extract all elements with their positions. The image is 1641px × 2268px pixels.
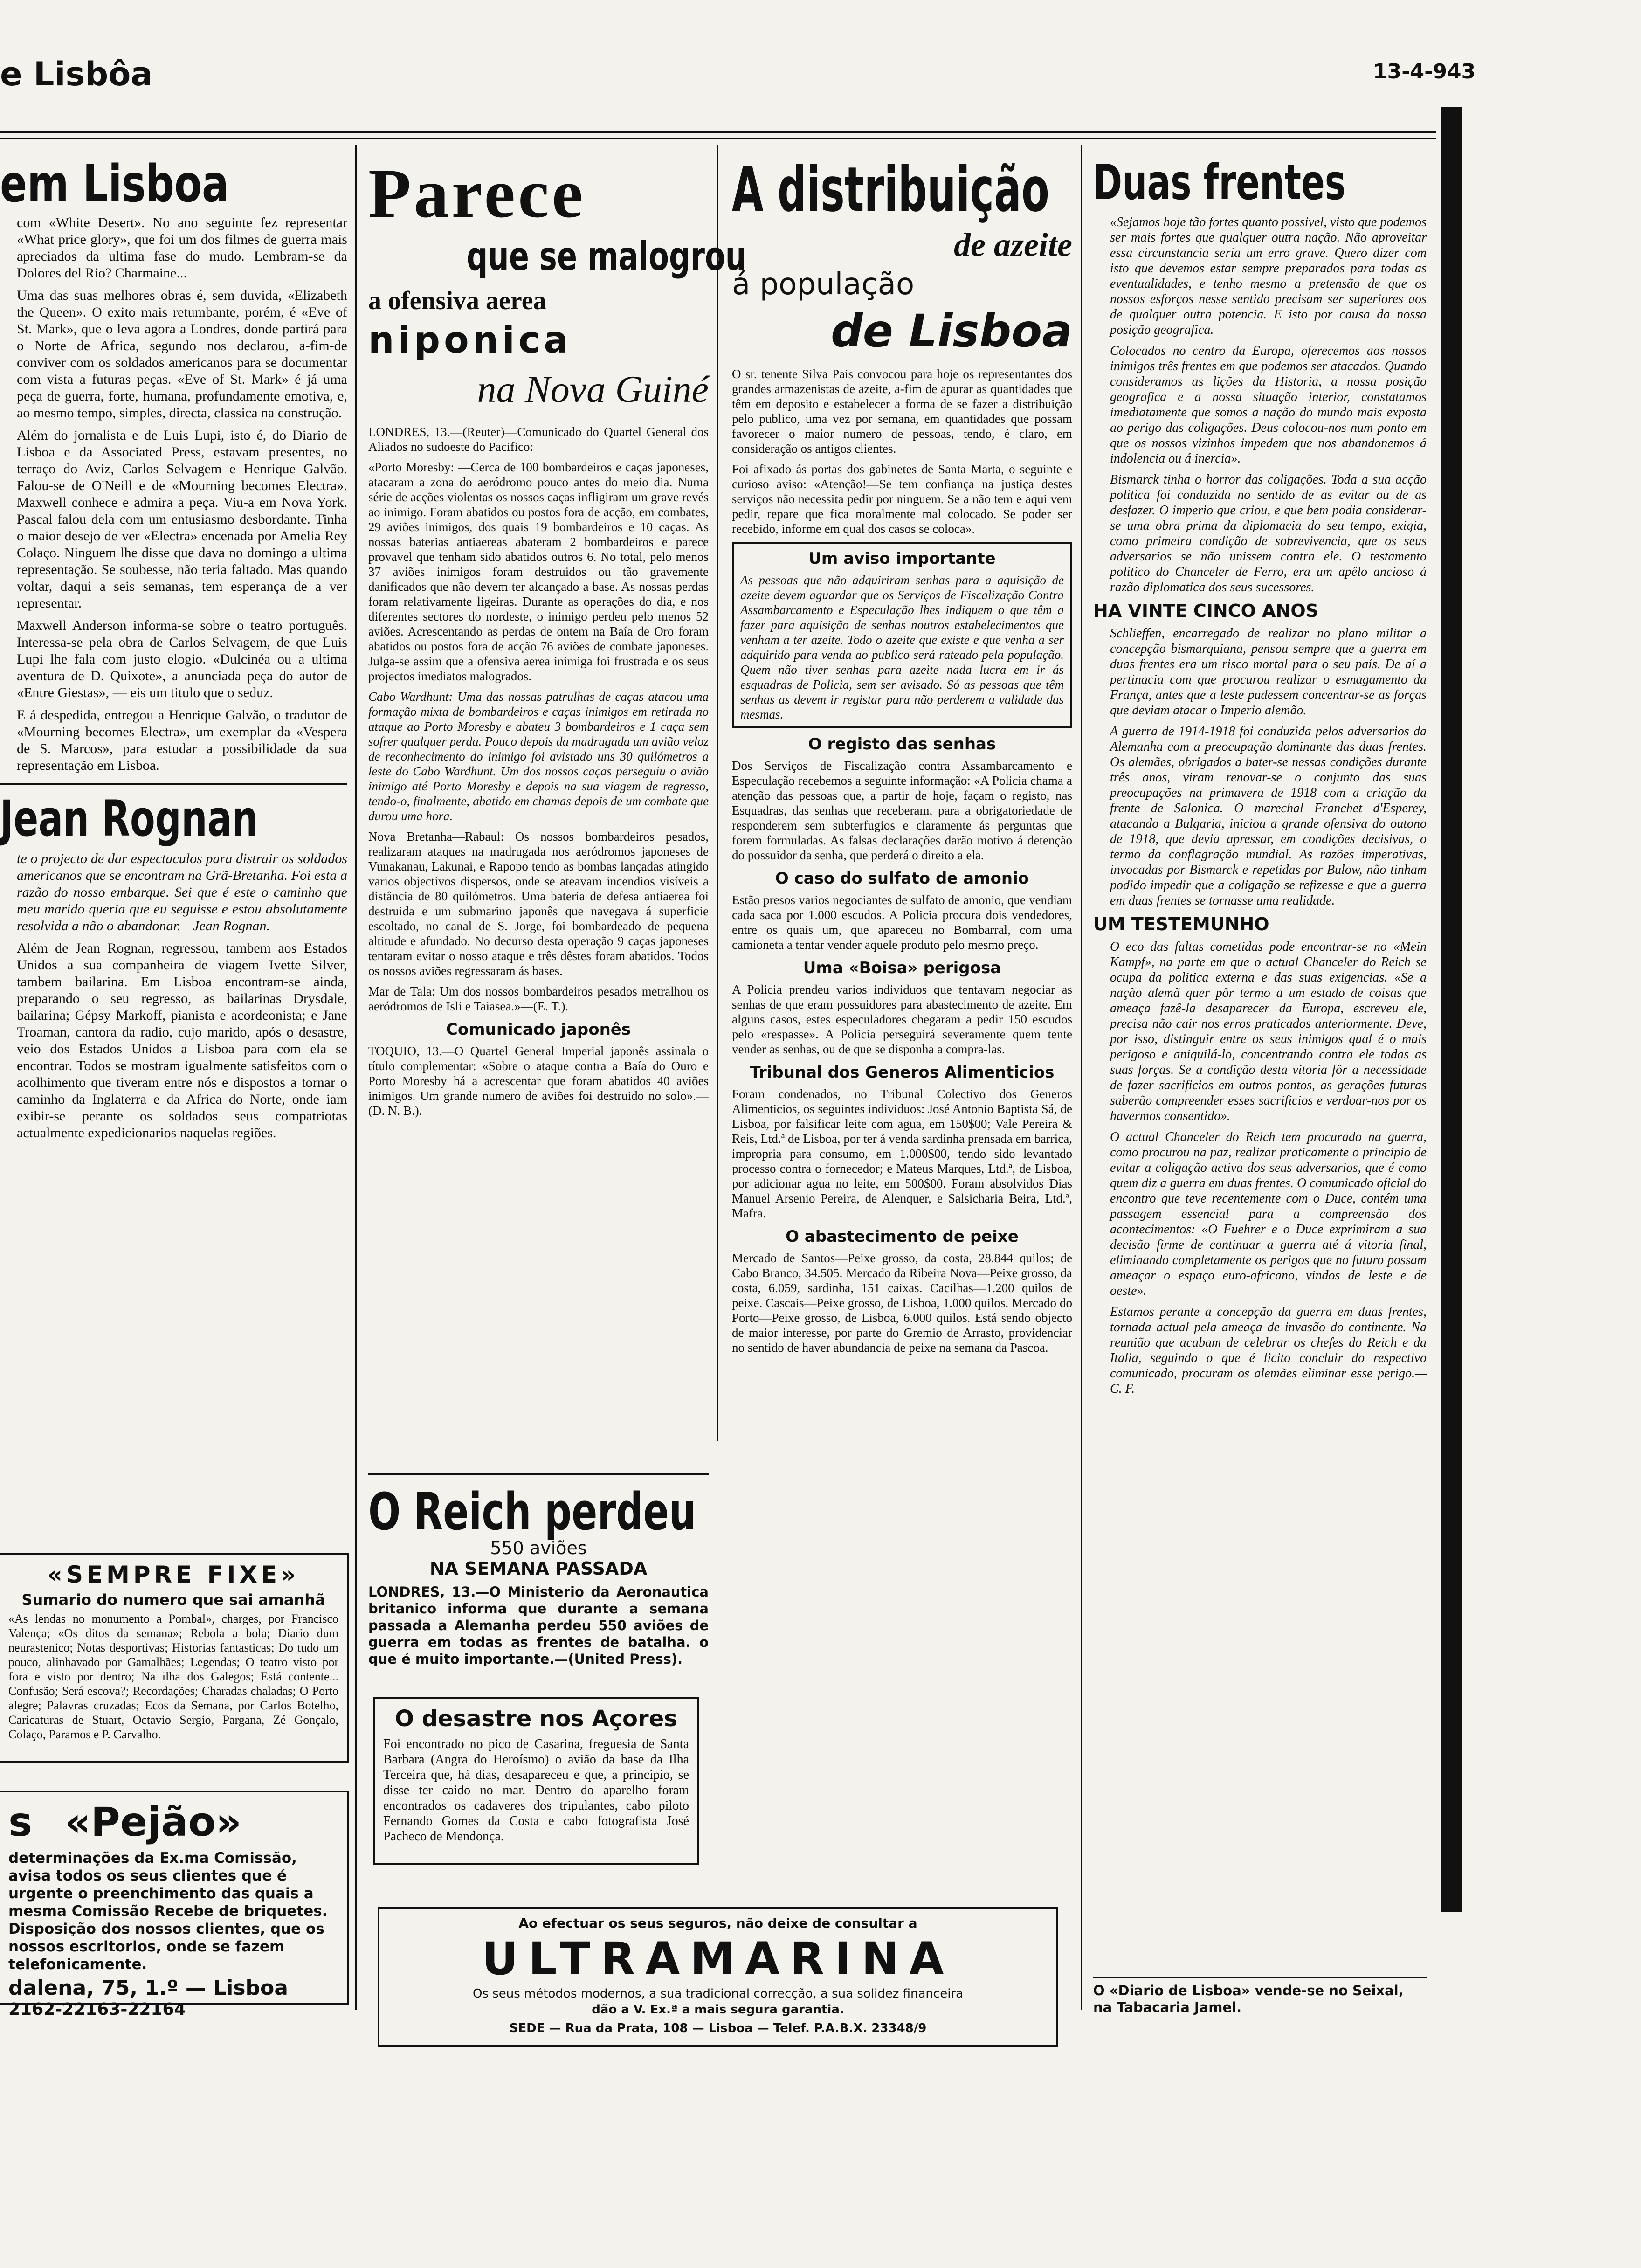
article-paragraph: Maxwell Anderson informa-se sobre o teatro português. Interessa-se pela obra de Carlos Selvagem, de que Luis Lupi lhe fala com justo elogio. «Dulcinéa ou a ultima aventura de D. Quixote», a anunciada peça do autor de «Entre Giestas», — eis um titulo que o seduz.: [17, 618, 347, 700]
section-title: O registo das senhas: [808, 735, 996, 754]
headline-jean-rognan: Jean Rognan: [0, 783, 347, 850]
rognan-quote: te o projecto de dar espectaculos para distrair os soldados americanos que se encontram na Grã-Bretanha. Foi esta a razão do nosso embarque. Sei que é este o caminho que meu marido queria que eu seguisse e estou absolutamente resolvida a não o abandonar.—Jean Rognan.: [17, 851, 347, 933]
pejao-text: determinações da Ex.ma Comissão, avisa todos os seus clientes que é urgente o preenchimento das quais a mesma Comissão Recebe de briquetes. Disposição dos nossos clientes, que os nossos escritorios, onde se fazem telefonicamente.: [8, 1850, 328, 1973]
ultramarina-address: SEDE — Rua da Prata, 108 — Lisboa — Telef. P.A.B.X. 23348/9: [509, 2021, 927, 2035]
headline-de-lisboa: de Lisboa: [831, 305, 1072, 357]
headline-niponica: niponica: [368, 319, 572, 361]
seixal-notice: O «Diario de Lisboa» vende-se no Seixal, na Tabacaria Jamel.: [1093, 1977, 1427, 2016]
masthead-rule-thin: [0, 138, 1436, 139]
sempre-fixe-text: «As lendas no monumento a Pombal», charges, por Francisco Valença; «Os ditos da semana»; Rebola a bola; Diario dum neurastenico; Notas desportivas; Historias fantasticas; Do tudo um pouco, alinhavado por Gamalhães; Legendas; O teatro visto por fora e visto por dentro; Na ilha dos Galegos; Está contente... Confusão; Será escova?; Recordações; Charadas chaladas; O Porto alegre; Palavras cruzadas; Ecos da Semana, por Carlos Botelho, Caricaturas de Stuart, Octavio Sergio, Pargana, Zé Gonçalo, Colaço, Paramos e P. Carvalho.: [8, 1612, 338, 1741]
article-paragraph: A guerra de 1914-1918 foi conduzida pelos adversarios da Alemanha com a preocupação dominante das duas frentes. Os alemães, obrigados a bater-se nessas condições durante três anos, viram renovar-se o conjunto das suas preocupações na primavera de 1918 com a criação da frente de Salonica. O marechal Franchet d'Esperey, atacando a Bulgaria, iniciou a grande ofensiva do outono de 1918, que devia apressar, em condições decisivas, o termo da conflagração mundial. As razões imperativas, invocadas por Bismarck e repetidas por Bulow, não tinham podido impedir que a coligação se refizesse e que a guerra em duas frentes se tornasse uma realidade.: [1110, 724, 1427, 908]
subheading: HA VINTE CINCO ANOS: [1093, 601, 1319, 621]
pejao-title: s «Pejão»: [8, 1799, 242, 1846]
article-paragraph: Além de Jean Rognan, regressou, tambem aos Estados Unidos a sua companheira de viagem Ivette Silver, tambem bailarina. Em Lisboa encontram-se ainda, preparando o seu regresso, as bailarinas Drysdale, bailarina; Gépsy Markoff, pianista e acordeonista; e Jane Troaman, cantora da radio, cujo marido, após o desastre, veio dos Estados Unidos a Lisboa para com ela se encontrar. Todos se mostram igualmente satisfeitos com o acolhimento que tiveram entre nós e dispostos a tornar o caminho da Inglaterra e da Africa do Norte, onde iam exibir-se perante os soldados seus compatriotas actualmente expedicionarios naquelas regiões.: [17, 940, 347, 1141]
headline-em-lisboa: em Lisboa: [0, 154, 229, 214]
section-title: O abastecimento de peixe: [786, 1227, 1019, 1246]
comunicado-title: Comunicado japonês: [446, 1020, 631, 1039]
article-paragraph: Cabo Wardhunt: Uma das nossas patrulhas de caças atacou uma formação mixta de bombardeiros e caças inimigos em retirada no ataque ao Porto Moresby e abateu 3 bombardeiros e 1 caça sem sofrer qualquer perda. Pouco depois da madrugada um avião veloz de reconhecimento do inimigo foi avistado uns 30 quilómetros a leste do Cabo Wardhunt. Um dos nossos caças perseguiu o avião inimigo até Porto Moresby e depois na sua viagem de regresso, tendo-o, finalmente, abatido em chamas depois de um combate que durou uma hora.: [368, 690, 709, 823]
pejao-ad: [0, 1791, 349, 2019]
article-paragraph: O eco das faltas cometidas pode encontrar-se no «Mein Kampf», na parte em que o actual Chanceler do Reich se ocupa da politica externa e das suas exigencias. «Se a nação alemã quer pôr termo a um estado de coisas que ameaça fazê-la desaparecer da Europa, escreveu ele, precisa não cair nos erros praticados anteriormente. Deve, por isso, distinguir entre os seus inimigos qual é o mais perigoso e aniquilá-lo, concentrando contra ele todas as suas forças. Se a condição desta vitoria fôr a necessidade de fazer sacrificios em outros pontos, as gerações futuras saberão compreender esses sacrificios e verdoar-nos por os havermos consentido».: [1110, 940, 1427, 1123]
section-text: Foram condenados, no Tribunal Colectivo dos Generos Alimenticios, os seguintes individuos: José Antonio Baptista Sá, de Lisboa, por falsificar leite com agua, em 150$00; Vale Pereira & Reis, Ltd.ª de Lisboa, por ter á venda sardinha prensada em barrica, impropria para consumo, em 1.000$00, tendo sido levantado processo contra o fornecedor; e Mateus Marques, Ltd.ª, de Lisboa, por adicionar agua no leite, em 500$00. Foram absolvidos Dias Manuel Arsenio Pereira, de Alenquer, e Salsicharia Beira, Ltd.ª, Mafra.: [732, 1087, 1072, 1220]
article-paragraph: Estamos perante a concepção da guerra em duas frentes, tornada actual pela ameaça de invasão do continente. Na reunião que acabam de celebrar os chefes do Reich e da Italia, seguindo o que é licito concluir do respectivo comunicado, procuram os alemães eliminar esse perigo.—C. F.: [1110, 1305, 1427, 1396]
section-text: Estão presos varios negociantes de sulfato de amonio, que vendiam cada saca por 1.000 escudos. A Policia procura dois vendedores, entre os quais um, que apareceu no Bombarral, com uma camioneta a tentar vender aquele produto pelo mesmo preço.: [732, 893, 1072, 952]
reich-line1: 550 aviões: [490, 1538, 587, 1558]
right-border: [1441, 107, 1462, 1912]
acores-text: Foi encontrado no pico de Casarina, freguesia de Santa Barbara (Angra do Heroísmo) o avião da base da Ilha Terceira que, há dias, desapareceu e que, a principio, se disse ter caido no mar. Dentro do aparelho foram encontrados os cadaveres dos tripulantes, cabo piloto Fernando Gomes da Costa e cabo fotografista José Pacheco de Mendonça.: [383, 1737, 689, 1844]
article-paragraph: Schlieffen, encarregado de realizar no plano militar a concepção bismarquiana, pensou sempre que a guerra em duas frentes era um risco mortal para o seu país. De aí a pertinacia com que procurou realizar o esmagamento da França, antes que a leste pudessem concentrar-se as forças que deviam atacar o Imperio alemão.: [1110, 626, 1427, 718]
ultramarina-ad: [378, 1907, 1058, 2047]
section-title: O caso do sulfato de amonio: [775, 869, 1029, 888]
article-paragraph: Além do jornalista e de Luis Lupi, isto é, do Diario de Lisboa e da Associated Press, estavam presentes, no terraço do Aviz, Carlos Selvagem e Henrique Galvão. Falou-se de O'Neill e de «Mourning becomes Electra». Maxwell conhece e admira a peça. Viu-a em Nova York. Pascal falou dela com um entusiasmo desbordante. Tinha o maior desejo de ver «Electra» encenada por Amelia Rey Colaço. Ninguem lhe disse que dava no domingo a ultima representação. Se soubesse, não teria faltado. Mas quando voltar, daqui a seis semanas, tem esperança de a ver representar.: [17, 428, 347, 611]
section-title: Uma «Boisa» perigosa: [803, 959, 1001, 977]
article-paragraph: com «White Desert». No ano seguinte fez representar «What price glory», que foi um dos filmes de guerra mais apreciados da ultima fase do mudo. Lembram-se da Dolores del Rio? Charmaine...: [17, 215, 347, 281]
column-divider-2: [717, 145, 718, 1441]
sempre-fixe-box: [0, 1553, 349, 1763]
acores-headline: O desastre nos Açores: [395, 1706, 677, 1732]
masthead-title: e Lisbôa: [0, 55, 153, 93]
article-paragraph: Mar de Tala: Um dos nossos bombardeiros pesados metralhou os aeródromos de Isli e Taiasea.»—(E. T.).: [368, 984, 709, 1013]
headline-distribuicao: A distribuição: [732, 154, 1049, 226]
ultramarina-line2: dão a V. Ex.ª a mais segura garantia.: [592, 2003, 844, 2017]
article-paragraph: Bismarck tinha o horror das coligações. Toda a sua acção politica foi conduzida no sentido de as evitar ou de as desfazer. O imperio que criou, e que bem podia considerar-se uma obra prima da diplomacia do seu tempo, exigia, como primeira condição de sobrevivencia, que os seus adversarios se não unissem contra ele. O testamento politico do Chanceler de Ferro, era um apêlo ancioso á razão diplomatica dos seus sucessores.: [1110, 472, 1427, 595]
ultramarina-line1: Os seus métodos modernos, a sua tradicional correcção, a sua solidez financeira: [472, 1987, 964, 2001]
sempre-fixe-title: «SEMPRE FIXE»: [47, 1561, 300, 1588]
article-paragraph: «Porto Moresby: —Cerca de 100 bombardeiros e caças japoneses, atacaram a zona do aeródromo pouco antes do meio dia. Numa série de acções violentas os nossos caças infligiram um grave revés ao inimigo. Foram abatidos ou postos fora de acção, em combates, 29 aviões inimigos, dos quais 19 bombardeiros e 10 caças. As nossas baterias antiaereas abateram 2 bombardeiros e parece provavel que tenham sido abatidos outros 6. No total, pelo menos 37 aviões inimigos foram destruidos ou tão gravemente danificados que não devem ter alcançado a base. As nossas perdas foram relativamente ligeiras. Durante as operações do dia, e nos diferentes sectores do nordeste, o inimigo perdeu pelo menos 52 aviões. Acrescentando as perdas de ontem na Baía de Oro foram abatidos ou postos fora de acção 76 aviões de combate japoneses. Julga-se assim que a ofensiva aerea inimiga foi frustrada e os seus projectos imediatos malogrados.: [368, 460, 709, 683]
headline-parece: Parece: [368, 155, 586, 232]
pejao-address: dalena, 75, 1.º — Lisboa: [8, 1976, 288, 2000]
aviso-box: [732, 542, 1072, 728]
section-text: A Policia prendeu varios individuos que tentavam negociar as senhas de que eram possuidores para abastecimento de azeite. Em alguns casos, estes especuladores chegaram a pedir 150 escudos pelo «respasse». A Policia perseguirá severamente quem tente vender as senhas, ou de que se disponha a compra-las.: [732, 982, 1072, 1056]
ultramarina-name: ULTRAMARINA: [482, 1933, 954, 1985]
reich-article: [368, 1473, 709, 1701]
column-divider-1: [355, 145, 357, 2010]
pejao-phones: 2162-22163-22164: [8, 2000, 186, 2019]
headline-populacao: á população: [732, 267, 915, 302]
acores-box: [373, 1697, 699, 1865]
section-text: Dos Serviços de Fiscalização contra Assambarcamento e Especulação recebemos a seguinte informação: «A Policia chama a atenção das pessoas que, a partir de hoje, façam o registo, nas Esquadras, das senhas que receberam, para a obrigatoriedade de responderem sem subterfugios e claramente ás perguntas que forem formuladas. As falsas declarações darão motivo á detenção do possuidor da senha, que perderá o direito a ela.: [732, 759, 1072, 862]
headline-malogrou: que se malogrou: [466, 233, 746, 280]
headline-reich: O Reich perdeu: [368, 1482, 696, 1542]
article-paragraph: O sr. tenente Silva Pais convocou para hoje os representantes dos grandes armazenistas de azeite, a-fim de apurar as quantidades que têm em deposito e estabelecer a forma de se fazer a distribuição pelo publico, uma vez por semana, em quantidades que possam favorecer o maior numero de pessoas, tendo, é claro, em consideração os antigos clientes.: [732, 367, 1072, 456]
article-paragraph: Colocados no centro da Europa, oferecemos aos nossos inimigos três frentes em que podemos ser atacados. Quando consideramos as lições da Historia, a nossa posição geografica e a nossa situação interior, constatamos imediatamente que somos a nação do mundo mais exposta ao perigo das coligações. Deus colocou-nos num ponto em que os nossos vizinhos impedem que nos abandonemos á indolencia ou á inercia».: [1110, 344, 1427, 466]
column-3: [732, 154, 1072, 1445]
column-divider-3: [1081, 145, 1082, 2010]
headline-nova-guine: na Nova Guiné: [477, 368, 709, 410]
article-paragraph: «Sejamos hoje tão fortes quanto possivel, visto que podemos ser mais fortes que qualquer outra nação. Não aproveitar essa circunstancia seria um erro grave. Quero dizer com isto que devemos estar sempre preparados para todas as eventualidades, e tenho mesmo a pretensão de que os nossos esforços nesse sentido precisam ser superiores aos de qualquer outra potencia. E isto por causa da nossa posição geografica.: [1110, 215, 1427, 337]
ultramarina-top: Ao efectuar os seus seguros, não deixe de consultar a: [518, 1915, 917, 1931]
column-4: [1093, 154, 1427, 1963]
headline-duas-frentes: Duas frentes: [1093, 154, 1346, 211]
article-paragraph: Nova Bretanha—Rabaul: Os nossos bombardeiros pesados, realizaram ataques na madrugada nos aeródromos japoneses de Vunakanau, Lakunai, e Rapopo tendo as bombas lançadas atingido varios objectivos dispersos, onde se ateavam incendios visíveis a distância de 80 quilómetros. Uma bateria de defesa antiaerea foi destruida e um submarino japonês que navegava á superficie escoltado, no canal de S. Jorge, foi bombardeado de pequena altitude e afundado. No decurso desta operação 9 caças japoneses tentaram evitar o nosso ataque e três dêstes foram abatidos. Todos os nossos aviões regressaram ás bases.: [368, 830, 709, 978]
masthead-rule: [0, 131, 1436, 133]
comunicado-text: TOQUIO, 13.—O Quartel General Imperial japonês assinala o título complementar: «Sobre o ataque contra a Baía do Ouro e Porto Moresby há a acrescentar que foram abatidos 40 aviões inimigos. Um grande numero de aviões foi destruido no solo».—(D. N. B.).: [368, 1044, 709, 1118]
sempre-fixe-subtitle: Sumario do numero que sai amanhã: [21, 1591, 325, 1609]
reich-text: LONDRES, 13.—O Ministerio da Aeronautica britanico informa que durante a semana passada a Alemanha perdeu 550 aviões de guerra em todas as frentes de batalha. o que é muito importante.—(United Press).: [368, 1584, 709, 1667]
article-paragraph: Foi afixado ás portas dos gabinetes de Santa Marta, o seguinte e curioso aviso: «Atenção!—Se tem confiança na justiça destes serviços não necessita pedir por ninguem. Se a não tem e aqui vem pedir, repare que fica moralmente mal colocado. Se poder ser recebido, informe em qual dos casos se coloca».: [732, 462, 1072, 536]
aviso-title: Um aviso importante: [808, 549, 996, 568]
aviso-text: As pessoas que não adquiriram senhas para a aquisição de azeite devem aguardar que os Serviços de Fiscalização Contra Assambarcamento e Especulação lhes indiquem o que têm a fazer para aquisição de senhas noutros estabelecimentos que venham a ter azeite. Todo o azeite que existe e que venha a ser adquirido para venda ao publico será rateado pela população. Quem não tiver senhas para azeite nada lucra em ir ás esquadras de Policia, sem ser avisado. Só as pessoas que têm senhas as devem ir registar para não perderem a validade das mesmas.: [740, 573, 1064, 721]
masthead-date: 13-4-943: [1373, 60, 1476, 83]
headline-de-azeite: de azeite: [954, 226, 1072, 263]
column-2: [368, 154, 746, 1459]
article-paragraph: LONDRES, 13.—(Reuter)—Comunicado do Quartel General dos Aliados no sudoeste do Pacifico:: [368, 425, 709, 454]
subheading: UM TESTEMUNHO: [1093, 914, 1269, 934]
section-title: Tribunal dos Generos Alimenticios: [750, 1063, 1055, 1082]
article-paragraph: E á despedida, entregou a Henrique Galvão, o tradutor de «Mourning becomes Electra», um exemplar da «Vespera de S. Marcos», para estudar a possibilidade da sua representação em Lisboa.: [17, 707, 347, 773]
headline-ofensiva: a ofensiva aerea: [368, 286, 546, 315]
section-text: Mercado de Santos—Peixe grosso, da costa, 28.844 quilos; de Cabo Branco, 34.505. Mercado da Ribeira Nova—Peixe grosso, da costa, 6.059, sardinha, 151 caixas. Cacilhas—1.200 quilos de peixe. Cascais—Peixe grosso, de Lisboa, 1.000 quilos. Mercado do Porto—Peixe grosso, de Lisboa, 6.000 quilos. Está sendo objecto de maior interesse, por parte do Gremio de Arrasto, providenciar no sentido de haver abundancia de peixe na semana da Pascoa.: [732, 1251, 1072, 1355]
article-paragraph: Uma das suas melhores obras é, sem duvida, «Elizabeth the Queen». O exito mais retumbante, porém, é «Eve of St. Mark», que o leva agora a Londres, donde partirá para o Norte de Africa, segundo nos declarou, a-fim-de conviver com os soldados americanos para se documentar com vista a futuras peças. «Eve of St. Mark» é já uma peça de guerra, forte, humana, profundamente emotiva, e, ao mesmo tempo, simples, directa, classica na construção.: [17, 288, 347, 421]
reich-line2: NA SEMANA PASSADA: [429, 1558, 648, 1579]
article-paragraph: O actual Chanceler do Reich tem procurado na guerra, como procurou na paz, realizar praticamente o principio de evitar a coligação activa dos seus adversarios, que é como quem diz a guerra em duas frentes. O comunicado oficial do encontro que teve recentemente com o Duce, contém uma passagem essencial para a compreensão dos acontecimentos: «O Fuehrer e o Duce exprimiram a sua decisão firme de continuar a guerra até á vitoria final, eliminando completamente os perigos que no futuro possam ameaçar o espaço euro-africano, vindos de leste e de oeste».: [1110, 1130, 1427, 1298]
